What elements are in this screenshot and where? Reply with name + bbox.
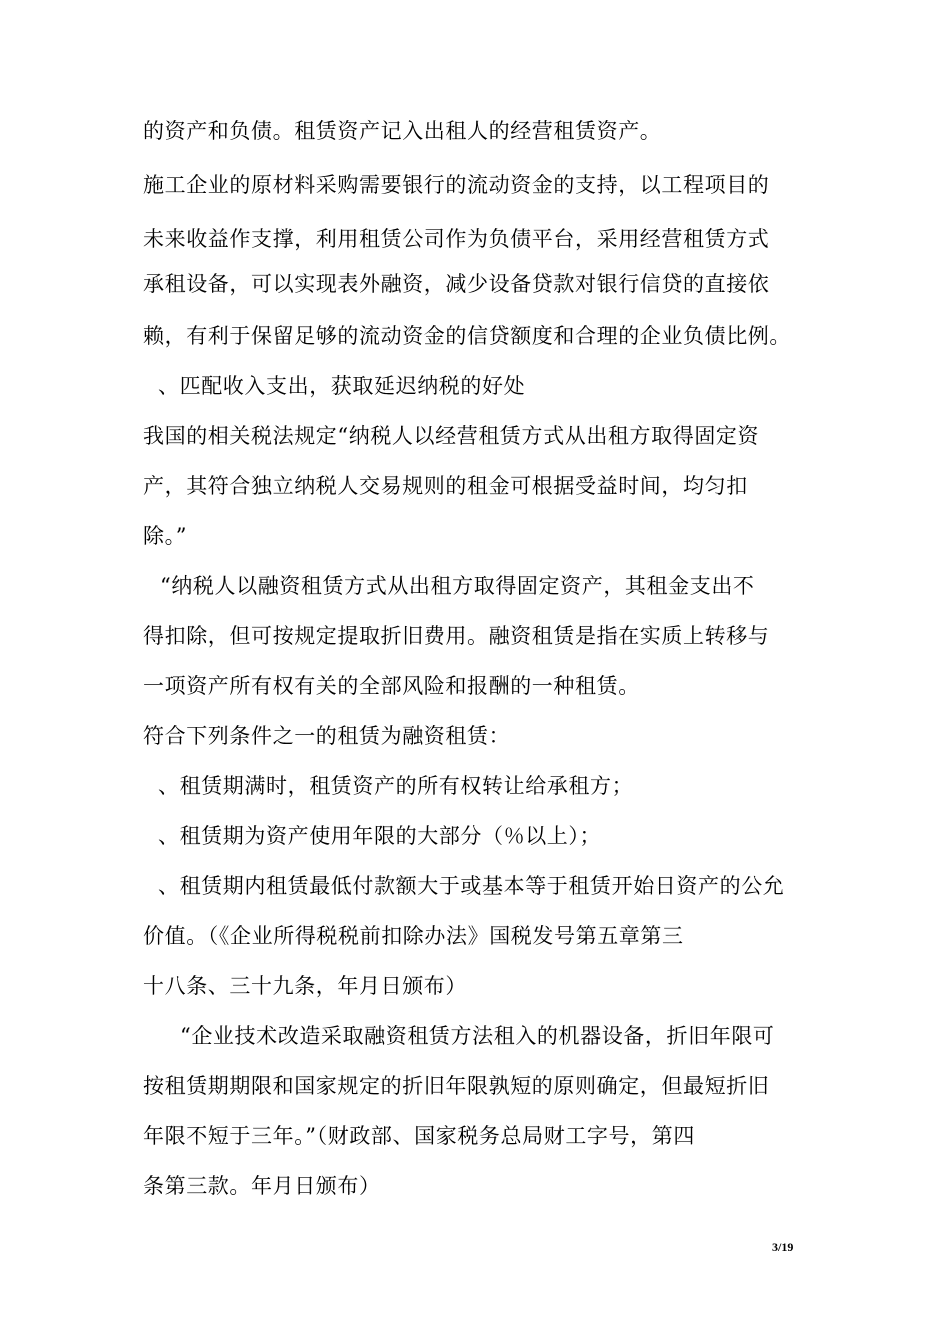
- text-line-10: “纳税人以融资租赁方式从出租方取得固定资产，其租金支出不: [160, 574, 755, 598]
- text-line-8: 产，其符合独立纳税人交易规则的租金可根据受益时间，均匀扣: [143, 474, 748, 498]
- text-line-4: 承租设备，可以实现表外融资，减少设备贷款对银行信贷的直接依: [143, 272, 770, 296]
- text-line-11: 得扣除，但可按规定提取折旧费用。融资租赁是指在实质上转移与: [143, 624, 770, 648]
- text-line-2: 施工企业的原材料采购需要银行的流动资金的支持，以工程项目的: [143, 173, 770, 197]
- page-number: 3/19: [772, 1240, 794, 1254]
- text-line-17: 价值。（《企业所得税税前扣除办法》国税发号第五章第三: [143, 924, 684, 948]
- text-line-7: 我国的相关税法规定“纳税人以经营租赁方式从出租方取得固定资: [143, 424, 760, 448]
- text-line-9: 除。”: [143, 524, 188, 548]
- text-line-22: 条第三款。年月日颁布）: [143, 1174, 381, 1198]
- list-item-3: 、租赁期内租赁最低付款额大于或基本等于租赁开始日资产的公允: [158, 874, 785, 898]
- text-line-13: 符合下列条件之一的租赁为融资租赁：: [143, 724, 511, 748]
- section-heading: 、匹配收入支出，获取延迟纳税的好处: [158, 374, 526, 398]
- text-line-20: 按租赁期期限和国家规定的折旧年限孰短的原则确定，但最短折旧: [143, 1074, 770, 1098]
- text-line-19: “企业技术改造采取融资租赁方法租入的机器设备，折旧年限可: [180, 1024, 775, 1048]
- text-line-12: 一项资产所有权有关的全部风险和报酬的一种租赁。: [143, 674, 640, 698]
- text-line-3: 未来收益作支撑，利用租赁公司作为负债平台，采用经营租赁方式: [143, 227, 770, 251]
- text-line-1: 的资产和负债。租赁资产记入出租人的经营租赁资产。: [143, 119, 662, 143]
- text-line-21: 年限不短于三年。”（财政部、国家税务总局财工字号，第四: [143, 1124, 695, 1148]
- list-item-2: 、租赁期为资产使用年限的大部分（％以上）；: [158, 824, 602, 848]
- list-item-1: 、租赁期满时，租赁资产的所有权转让给承租方；: [158, 774, 634, 798]
- text-line-18: 十八条、三十九条，年月日颁布）: [143, 974, 467, 998]
- text-line-5: 赖，有利于保留足够的流动资金的信贷额度和合理的企业负债比例。: [143, 324, 791, 348]
